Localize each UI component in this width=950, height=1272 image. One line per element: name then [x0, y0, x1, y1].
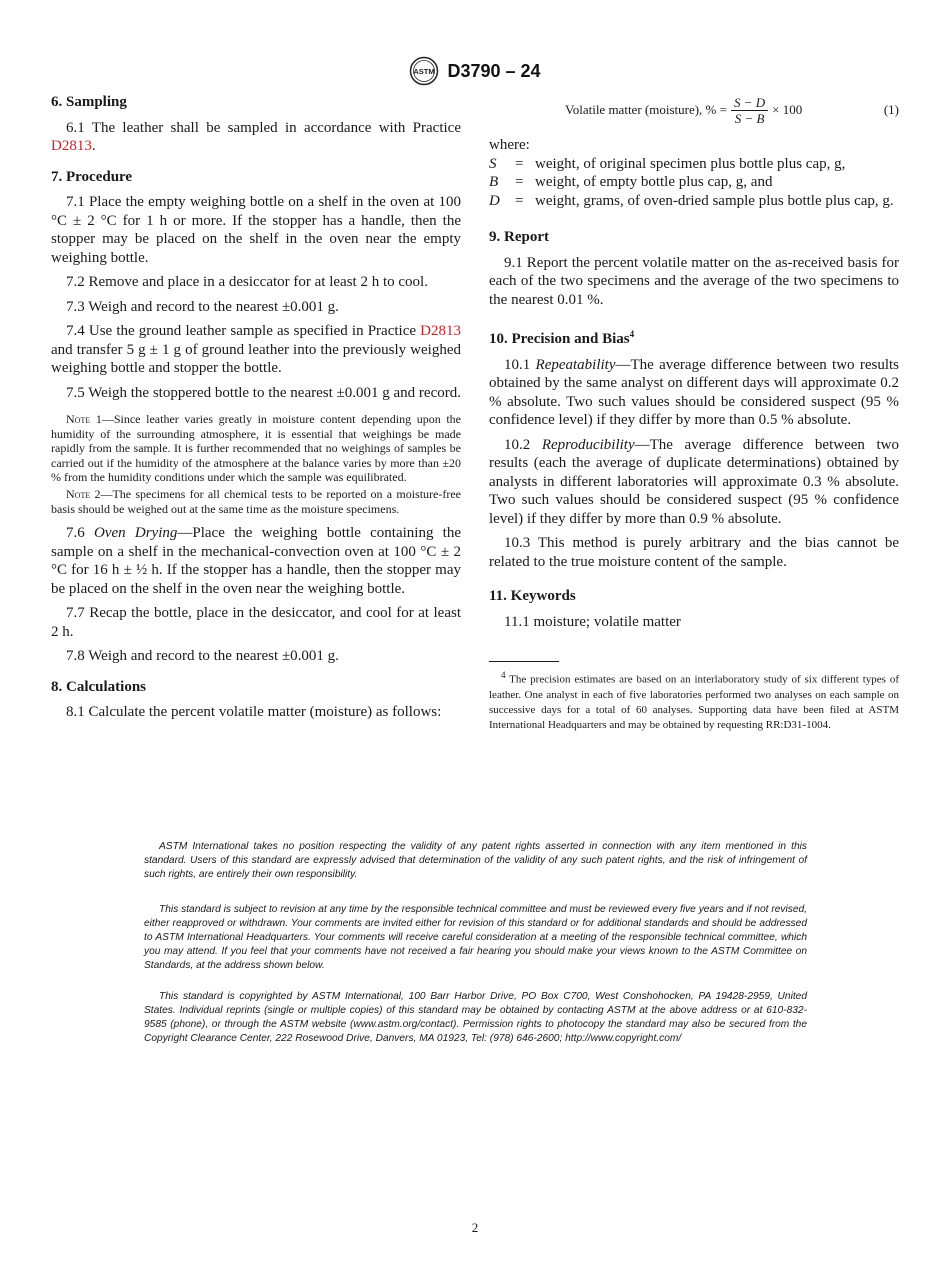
d2813-link[interactable]: D2813 — [51, 138, 92, 154]
equation-number: (1) — [883, 102, 899, 118]
footnote-divider — [489, 661, 559, 662]
para-7-5: 7.5 Weigh the stoppered bottle to the nearest ±0.001 g and record. — [66, 384, 461, 401]
revision-notice: This standard is subject to revision at any time by the responsible technical committee and must be reviewed every five years and if not revised, either reapproved or withdrawn. Your comments are invited either for revision of this standard or for additional standards and should be addressed to ASTM International Headquarters. Your comments will receive careful consideration at a meeting of the responsible technical committee, which you may attend. If you feel that your comments have not received a fair hearing you should make your views known to the ASTM Committee on Standards, at the address shown below. — [144, 904, 807, 971]
right-column — [489, 93, 899, 733]
para-7-6: 7.6 Oven Drying—Place the weighing bottle containing the sample on a shelf in the mechanical-convection oven at 100 °C ± 2 °C for 16 h ± ½ h. If the stopper has a handle, then the stopper may be placed on the shelf in the oven near the weighing bottle. — [51, 525, 462, 597]
definition-row: B = weight, of empty bottle plus cap, g, and — [489, 174, 773, 190]
left-column — [51, 93, 461, 728]
section-8-title: 8. Calculations — [51, 678, 147, 695]
section-6-title: 6. Sampling — [51, 94, 127, 110]
para-7-8: 7.8 Weigh and record to the nearest ±0.001 g. — [66, 648, 339, 665]
definition-row: D = weight, grams, of oven-dried sample plus bottle plus cap, g. — [489, 192, 894, 209]
para-7-3: 7.3 Weigh and record to the nearest ±0.001 g. — [66, 298, 339, 315]
para-11-1: 11.1 moisture; volatile matter — [504, 613, 681, 630]
note-1: Note 1—Since leather varies greatly in moisture content depending upon the humidity of the surrounding atmosphere, it is essential that weighings be made rapidly from the sample. It is further recommended that no weighings of samples be carried out if the humidity of the atmosphere at the balance varies by more than ±20 % from the humidity conditions under which the sample was equilibrated. — [51, 412, 461, 485]
svg-text:ASTM: ASTM — [413, 67, 436, 76]
para-6-1: 6.1 The leather shall be sampled in accordance with Practice D2813. — [51, 119, 461, 154]
note-2: Note 2—The specimens for all chemical tests to be reported on a moisture-free basis should be weighed out at the same time as the moisture specimens. — [51, 486, 462, 516]
section-9-title: 9. Report — [489, 229, 549, 245]
para-7-7: 7.7 Recap the bottle, place in the desiccator, and cool for at least 2 h. — [51, 605, 461, 640]
para-10-3: 10.3 This method is purely arbitrary and the bias cannot be related to the true moisture content of the sample. — [489, 535, 899, 570]
page-header — [0, 56, 950, 86]
d2813-link[interactable]: D2813 — [420, 323, 461, 339]
footnote-4: $^4$ The precision estimates are based on an interlaboratory study of six different types of leather. One analyst in each of five laboratories performed two analyses on each sample on successive days for a total of 60 analyses. Supporting data have been filed at ASTM International Headquarters and may be obtained by requesting RR:D31-1004. — [489, 670, 899, 731]
para-10-1: 10.1 Repeatability—The average difference between two results obtained by the same analyst on different days will approximate 0.2 % absolute. Two such values should be considered suspect (95 % confidence level) if they differ by more than 0.5 % absolute. — [489, 356, 899, 428]
page-number: 2 — [471, 1220, 479, 1235]
section-11-title: 11. Keywords — [489, 588, 576, 604]
para-7-1: 7.1 Place the empty weighing bottle on a shelf in the oven at 100 °C ± 2 °C for 1 h or more. If the stopper has a handle, then the stopper may be placed on the shelf in the oven near the empty weighing bottle. — [51, 194, 461, 266]
patent-disclaimer: ASTM International takes no position respecting the validity of any patent rights asserted in connection with any item mentioned in this standard. Users of this standard are expressly advised that determination of the validity of any such patent rights, and the risk of infringement of such rights, are entirely their own responsibility. — [144, 841, 807, 880]
section-7-title: 7. Procedure — [51, 168, 133, 185]
variable-definitions — [489, 155, 899, 211]
para-7-2: 7.2 Remove and place in a desiccator for at least 2 h to cool. — [66, 274, 428, 290]
astm-logo-icon — [409, 56, 439, 86]
para-10-2: 10.2 Reproducibility—The average difference between two results (each the average of duplicate determinations) obtained by analysts in different laboratories will approximate 0.3 % absolute. Two such values should be considered suspect (95 % confidence level) if they differ by more than 0.9 % absolute. — [489, 436, 899, 527]
footnote-ref[interactable]: 4 — [629, 329, 635, 339]
where-label: where: — [489, 137, 530, 153]
copyright-notice: This standard is copyrighted by ASTM International, 100 Barr Harbor Drive, PO Box C700, West Conshohocken, PA 19428-2959, United States. Individual reprints (single or multiple copies) of this standard may be obtained by contacting ASTM at the above address or at 610-832-9585 (phone), or through the ASTM website (www.astm.org/contact). Permission rights to photocopy the standard may also be secured from the Copyright Clearance Center, 222 Rosewood Drive, Danvers, MA 01923, Tel: (978) 646-2600; http://www.copyright.com/ — [144, 991, 807, 1044]
equation-1: Volatile matter (moisture), % = $\frac{S - D}{S - B}$ × 100 (1) — [565, 95, 899, 126]
para-8-1: 8.1 Calculate the percent volatile matter (moisture) as follows: — [66, 704, 442, 721]
para-7-4: 7.4 Use the ground leather sample as specified in Practice D2813 and transfer 5 g ± 1 g of ground leather into the previously weighed weighing bottle and stopper the bottle. — [51, 323, 461, 376]
section-10-title: 10. Precision and Bias$^4$ — [489, 329, 635, 347]
standard-designation: D3790 – 24 — [447, 60, 541, 81]
para-9-1: 9.1 Report the percent volatile matter on the as-received basis for each of the two specimens and the average of the two specimens to the nearest 0.01 %. — [489, 254, 899, 308]
definition-row: S = weight, of original specimen plus bottle plus cap, g, — [489, 155, 846, 172]
equation-fraction: $\frac{S - D}{S - B}$ — [731, 95, 768, 126]
